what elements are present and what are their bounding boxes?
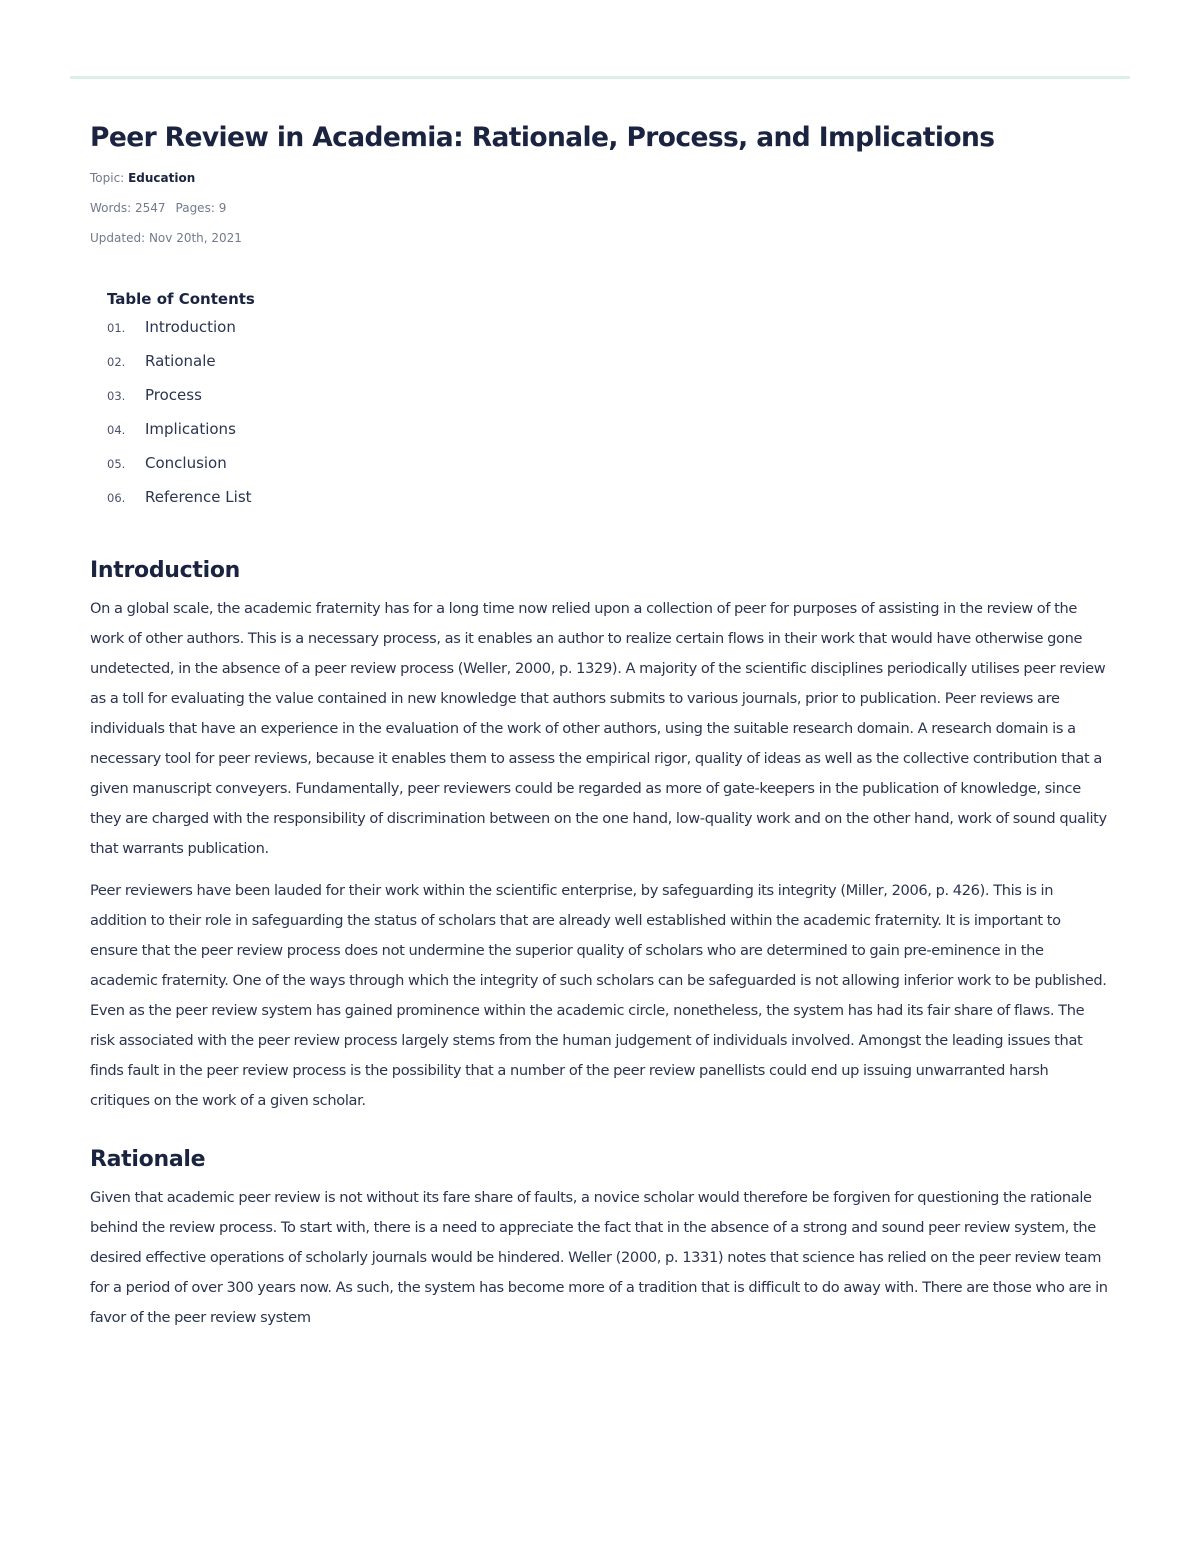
toc-item-number: 03.	[107, 389, 126, 403]
words-value: 2547	[134, 201, 166, 215]
toc-item-number: 04.	[107, 423, 126, 437]
document-body	[90, 118, 1112, 1333]
updated-label: Updated:	[90, 231, 146, 245]
toc-item-process[interactable]	[107, 386, 1112, 420]
toc-title: Table of Contents	[107, 290, 255, 308]
toc-item-number: 02.	[107, 355, 126, 369]
section-heading-rationale: Rationale	[90, 1147, 206, 1172]
words-label: Words:	[90, 201, 132, 215]
section-heading-introduction: Introduction	[90, 558, 241, 583]
topic-meta	[90, 169, 1112, 187]
paragraph: Given that academic peer review is not without its fare share of faults, a novice scholar would therefore be forgiven for questioning the rationale behind the review process. To start with, there is a need to appreciate the fact that in the absence of a strong and sound peer review system, the desired effective operations of scholarly journals would be hindered. Weller (2000, p. 1331) notes that science has relied on the peer review team for a period of over 300 years now. As such, the system has become more of a tradition that is difficult to do away with. There are those who are in favor of the peer review system	[90, 1189, 1108, 1326]
toc-item-implications[interactable]	[107, 420, 1112, 454]
pages-label: Pages:	[175, 201, 215, 215]
table-of-contents	[107, 289, 1112, 522]
toc-item-label[interactable]: Rationale	[145, 352, 216, 370]
stats-meta	[90, 199, 1112, 217]
toc-item-number: 01.	[107, 321, 126, 335]
paragraph: Peer reviewers have been lauded for their work within the scientific enterprise, by safeguarding its integrity (Miller, 2006, p. 426). This is in addition to their role in safeguarding the status of scholars that are already well established within the academic fraternity. It is important to ensure that the peer review process does not undermine the superior quality of scholars who are determined to gain pre-eminence in the academic fraternity. One of the ways through which the integrity of such scholars can be safeguarded is not allowing inferior work to be published. Even as the peer review system has gained prominence within the academic circle, nonetheless, the system has had its fair share of flaws. The risk associated with the peer review process largely stems from the human judgement of individuals involved. Amongst the leading issues that finds fault in the peer review process is the possibility that a number of the peer review panellists could end up issuing unwarranted harsh critiques on the work of a given scholar.	[90, 882, 1107, 1109]
toc-item-number: 05.	[107, 457, 126, 471]
toc-item-label[interactable]: Reference List	[145, 488, 252, 506]
page-title: Peer Review in Academia: Rationale, Process, and Implications	[90, 122, 995, 153]
pages-value: 9	[218, 201, 227, 215]
updated-meta	[90, 229, 1112, 247]
toc-item-reference-list[interactable]	[107, 488, 1112, 522]
toc-item-number: 06.	[107, 491, 126, 505]
updated-value: Nov 20th, 2021	[148, 231, 242, 245]
topic-label: Topic:	[90, 171, 125, 185]
toc-item-label[interactable]: Process	[145, 386, 202, 404]
toc-item-label[interactable]: Implications	[145, 420, 236, 438]
toc-item-rationale[interactable]	[107, 352, 1112, 386]
toc-item-introduction[interactable]	[107, 318, 1112, 352]
toc-item-label[interactable]: Conclusion	[145, 454, 227, 472]
toc-item-label[interactable]: Introduction	[145, 318, 236, 336]
paragraph: On a global scale, the academic fraternity has for a long time now relied upon a collection of peer for purposes of assisting in the review of the work of other authors. This is a necessary process, as it enables an author to realize certain flows in their work that would have otherwise gone undetected, in the absence of a peer review process (Weller, 2000, p. 1329). A majority of the scientific disciplines periodically utilises peer review as a toll for evaluating the value contained in new knowledge that authors submits to various journals, prior to publication. Peer reviews are individuals that have an experience in the evaluation of the work of other authors, using the suitable research domain. A research domain is a necessary tool for peer reviews, because it enables them to assess the empirical rigor, quality of ideas as well as the collective contribution that a given manuscript conveyers. Fundamentally, peer reviewers could be regarded as more of gate-keepers in the publication of knowledge, since they are charged with the responsibility of discrimination between on the one hand, low-quality work and on the other hand, work of sound quality that warrants publication.	[90, 600, 1107, 857]
toc-item-conclusion[interactable]	[107, 454, 1112, 488]
header-divider	[70, 76, 1130, 79]
topic-value[interactable]: Education	[128, 171, 196, 185]
